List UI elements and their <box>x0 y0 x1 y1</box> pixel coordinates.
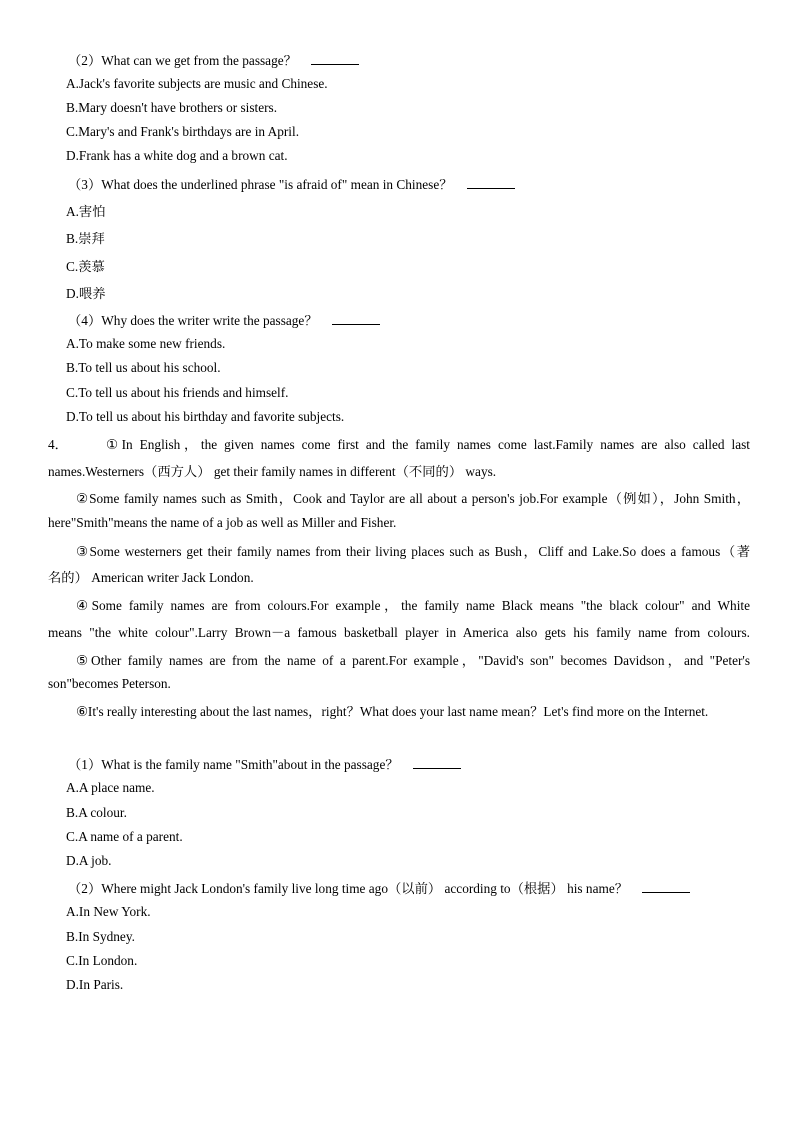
question-3 <box>68 174 515 193</box>
option-a: A.害怕 <box>66 204 106 219</box>
answer-blank[interactable] <box>332 313 380 325</box>
option-a: A.Jack's favorite subjects are music and Chinese. <box>66 76 328 91</box>
answer-blank[interactable] <box>311 53 359 65</box>
passage-question-2-stem: （2）Where might Jack London's family live long time ago（以前） according to（根据） his name？ <box>68 881 629 896</box>
passage-line: 名的） American writer Jack London. <box>48 570 254 585</box>
passage-question-2 <box>68 878 690 897</box>
passage-line: means "the white colour".Larry Brown－a famous basketball player in America also gets his family name from colours. <box>48 625 750 640</box>
option-c: C.羡慕 <box>66 259 105 274</box>
option-b: B.Mary doesn't have brothers or sisters. <box>66 100 278 115</box>
passage-line: ②Some family names such as Smith，Cook and Taylor are all about a person's job.For example（例如），John Smith， <box>76 491 750 506</box>
passage-line: ④Some family names are from colours.For example，the family name Black means "the black colour" and White <box>76 598 750 613</box>
option-b: B.In Sydney. <box>66 929 135 944</box>
passage-question-1 <box>68 754 461 773</box>
option-c: C.Mary's and Frank's birthdays are in April. <box>66 124 300 139</box>
passage-number: 4． <box>48 437 68 452</box>
passage-line: ③Some westerners get their family names from their living places such as Bush，Cliff and Lake.So does a famous（著 <box>76 544 750 559</box>
question-3-stem: （3）What does the underlined phrase "is afraid of" mean in Chinese？ <box>68 177 453 192</box>
question-2-stem: （2）What can we get from the passage？ <box>68 53 297 68</box>
option-a: A.To make some new friends. <box>66 336 226 351</box>
passage-line: ⑤Other family names are from the name of a parent.For example，"David's son" becomes Davidson，and "Peter's <box>76 653 750 668</box>
question-4 <box>68 310 380 329</box>
option-c: C.In London. <box>66 953 138 968</box>
answer-blank[interactable] <box>467 177 515 189</box>
option-a: A.A place name. <box>66 780 155 795</box>
option-c: C.A name of a parent. <box>66 829 183 844</box>
option-c: C.To tell us about his friends and himself. <box>66 385 289 400</box>
passage-line: names.Westerners（西方人） get their family names in different（不同的） ways. <box>48 464 497 479</box>
option-a: A.In New York. <box>66 904 151 919</box>
option-b: B.崇拜 <box>66 231 105 246</box>
option-d: D.In Paris. <box>66 977 124 992</box>
question-2 <box>68 50 359 69</box>
passage-question-1-stem: （1）What is the family name "Smith"about in the passage？ <box>68 757 399 772</box>
answer-blank[interactable] <box>413 757 461 769</box>
passage-line: ⑥It's really interesting about the last names，right？What does your last name mean？Let's find more on the Internet. <box>76 704 709 719</box>
option-b: B.A colour. <box>66 805 127 820</box>
passage-line: ①In English，the given names come first and the family names come last.Family names are also called last <box>106 437 750 452</box>
passage-line: son"becomes Peterson. <box>48 676 171 691</box>
question-4-stem: （4）Why does the writer write the passage？ <box>68 313 318 328</box>
option-d: D.To tell us about his birthday and favorite subjects. <box>66 409 345 424</box>
option-b: B.To tell us about his school. <box>66 360 221 375</box>
option-d: D.A job. <box>66 853 112 868</box>
option-d: D.喂养 <box>66 286 106 301</box>
passage-line: here"Smith"means the name of a job as well as Miller and Fisher. <box>48 515 397 530</box>
answer-blank[interactable] <box>642 881 690 893</box>
option-d: D.Frank has a white dog and a brown cat. <box>66 148 288 163</box>
